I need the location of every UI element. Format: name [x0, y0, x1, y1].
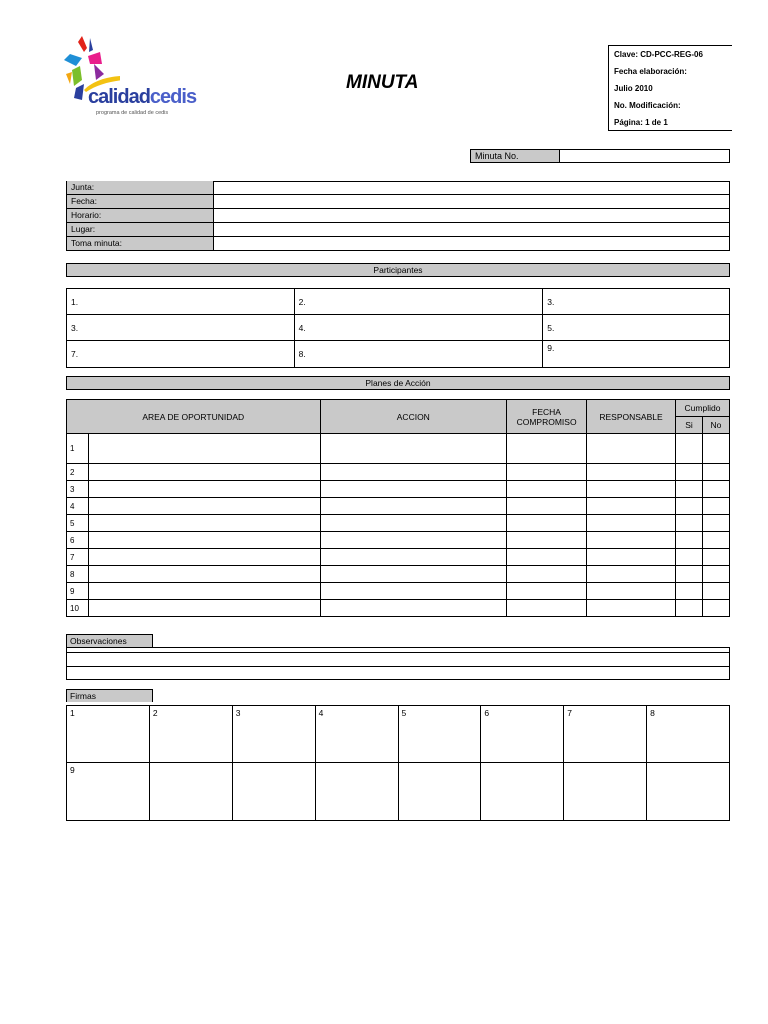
cell-si[interactable]	[675, 464, 702, 481]
column-header-si: Si	[675, 417, 702, 434]
cell-accion[interactable]	[320, 515, 507, 532]
cell-responsable[interactable]	[587, 515, 676, 532]
firma-cell[interactable]	[398, 763, 481, 821]
firma-cell[interactable]	[564, 763, 647, 821]
field-row-horario	[66, 209, 730, 223]
table-row	[67, 600, 730, 617]
column-header-area: AREA DE OPORTUNIDAD	[67, 400, 321, 434]
participant-cell[interactable]: 2.	[294, 289, 543, 315]
info-pagina: Página: 1 de 1	[614, 118, 668, 127]
field-value-junta[interactable]	[214, 181, 730, 195]
row-number: 6	[67, 532, 89, 549]
info-fecha-label: Fecha elaboración:	[614, 67, 687, 76]
cell-area[interactable]	[88, 566, 320, 583]
participant-cell[interactable]: 3.	[543, 289, 730, 315]
cell-no[interactable]	[702, 434, 729, 464]
column-header-no: No	[702, 417, 729, 434]
field-row-junta	[66, 181, 730, 195]
cell-accion[interactable]	[320, 481, 507, 498]
cell-fecha[interactable]	[507, 498, 587, 515]
field-value-fecha[interactable]	[214, 195, 730, 209]
cell-responsable[interactable]	[587, 532, 676, 549]
cell-accion[interactable]	[320, 498, 507, 515]
field-label-fecha: Fecha:	[66, 195, 214, 209]
row-number: 5	[67, 515, 89, 532]
minuta-number-field[interactable]	[560, 149, 730, 163]
participant-cell[interactable]: 8.	[294, 341, 543, 368]
cell-area[interactable]	[88, 600, 320, 617]
firmas-label: Firmas	[66, 689, 153, 702]
logo-tagline: programa de calidad de cedis	[96, 110, 169, 116]
cell-accion[interactable]	[320, 434, 507, 464]
document-title: MINUTA	[346, 72, 419, 93]
table-row	[67, 532, 730, 549]
firma-cell[interactable]: 3	[232, 706, 315, 763]
table-row	[67, 498, 730, 515]
cell-fecha[interactable]	[507, 532, 587, 549]
cell-si[interactable]	[675, 549, 702, 566]
logo	[58, 34, 198, 124]
cell-si[interactable]	[675, 566, 702, 583]
firma-cell[interactable]: 5	[398, 706, 481, 763]
cell-fecha[interactable]	[507, 464, 587, 481]
field-label-junta: Junta:	[66, 181, 214, 195]
cell-si[interactable]	[675, 434, 702, 464]
cell-fecha[interactable]	[507, 549, 587, 566]
field-label-horario: Horario:	[66, 209, 214, 223]
observaciones-line	[67, 652, 729, 653]
cell-no[interactable]	[702, 583, 729, 600]
cell-fecha[interactable]	[507, 583, 587, 600]
cell-accion[interactable]	[320, 600, 507, 617]
cell-si[interactable]	[675, 515, 702, 532]
cell-area[interactable]	[88, 498, 320, 515]
cell-fecha[interactable]	[507, 515, 587, 532]
table-row	[67, 549, 730, 566]
planes-table	[66, 399, 730, 617]
cell-fecha[interactable]	[507, 600, 587, 617]
participantes-header: Participantes	[66, 263, 730, 277]
cell-accion[interactable]	[320, 566, 507, 583]
cell-fecha[interactable]	[507, 481, 587, 498]
firma-cell[interactable]: 9	[67, 763, 150, 821]
firma-cell[interactable]: 6	[481, 706, 564, 763]
field-value-lugar[interactable]	[214, 223, 730, 237]
cell-no[interactable]	[702, 566, 729, 583]
field-row-toma-minuta	[66, 237, 730, 251]
cell-accion[interactable]	[320, 549, 507, 566]
participant-cell[interactable]: 7.	[67, 341, 295, 368]
firma-cell[interactable]: 1	[67, 706, 150, 763]
firma-cell[interactable]	[647, 763, 730, 821]
cell-area[interactable]	[88, 583, 320, 600]
cell-si[interactable]	[675, 481, 702, 498]
cell-area[interactable]	[88, 549, 320, 566]
row-number: 9	[67, 583, 89, 600]
cell-area[interactable]	[88, 481, 320, 498]
firma-cell[interactable]: 2	[149, 706, 232, 763]
row-number: 4	[67, 498, 89, 515]
firma-cell[interactable]	[232, 763, 315, 821]
field-row-lugar	[66, 223, 730, 237]
cell-no[interactable]	[702, 498, 729, 515]
cell-si[interactable]	[675, 583, 702, 600]
column-header-cumplido: Cumplido	[675, 400, 729, 417]
cell-si[interactable]	[675, 532, 702, 549]
table-row	[67, 566, 730, 583]
observaciones-box[interactable]	[66, 647, 730, 680]
row-number: 1	[67, 434, 89, 464]
table-row	[67, 515, 730, 532]
observaciones-label: Observaciones	[66, 634, 153, 647]
table-row	[67, 464, 730, 481]
cell-accion[interactable]	[320, 532, 507, 549]
cell-responsable[interactable]	[587, 549, 676, 566]
column-header-responsable: RESPONSABLE	[587, 400, 676, 434]
cell-responsable[interactable]	[587, 464, 676, 481]
field-label-toma-minuta: Toma minuta:	[66, 237, 214, 251]
info-fecha-value: Julio 2010	[614, 84, 653, 93]
minuta-number-row	[470, 149, 730, 163]
cell-no[interactable]	[702, 600, 729, 617]
participantes-table	[66, 288, 730, 368]
observaciones-line	[67, 666, 729, 667]
participant-cell[interactable]: 9.	[543, 341, 730, 368]
cell-fecha[interactable]	[507, 566, 587, 583]
cell-responsable[interactable]	[587, 600, 676, 617]
cell-no[interactable]	[702, 549, 729, 566]
firmas-table	[66, 705, 730, 821]
cell-responsable[interactable]	[587, 498, 676, 515]
firma-cell[interactable]: 7	[564, 706, 647, 763]
cell-responsable[interactable]	[587, 434, 676, 464]
minuta-number-label: Minuta No.	[470, 149, 560, 163]
cell-accion[interactable]	[320, 583, 507, 600]
cell-area[interactable]	[88, 515, 320, 532]
cell-si[interactable]	[675, 600, 702, 617]
cell-area[interactable]	[88, 464, 320, 481]
cell-accion[interactable]	[320, 464, 507, 481]
participant-cell[interactable]: 1.	[67, 289, 295, 315]
cell-area[interactable]	[88, 434, 320, 464]
firma-cell[interactable]	[481, 763, 564, 821]
field-value-toma-minuta[interactable]	[214, 237, 730, 251]
cell-no[interactable]	[702, 481, 729, 498]
row-number: 3	[67, 481, 89, 498]
cell-responsable[interactable]	[587, 566, 676, 583]
table-row	[67, 481, 730, 498]
cell-no[interactable]	[702, 464, 729, 481]
cell-no[interactable]	[702, 532, 729, 549]
info-modificacion: No. Modificación:	[614, 101, 681, 110]
column-header-fecha: FECHA COMPROMISO	[507, 400, 587, 434]
logo-wordmark: calidadcedis	[88, 86, 197, 108]
table-row	[67, 434, 730, 464]
cell-fecha[interactable]	[507, 434, 587, 464]
table-row	[67, 583, 730, 600]
planes-header: Planes de Acción	[66, 376, 730, 390]
cell-area[interactable]	[88, 532, 320, 549]
column-header-accion: ACCION	[320, 400, 507, 434]
field-row-fecha	[66, 195, 730, 209]
cell-responsable[interactable]	[587, 481, 676, 498]
firma-cell[interactable]: 8	[647, 706, 730, 763]
participant-cell[interactable]: 3.	[67, 315, 295, 341]
firma-cell[interactable]: 4	[315, 706, 398, 763]
field-value-horario[interactable]	[214, 209, 730, 223]
info-clave: Clave: CD-PCC-REG-06	[614, 50, 703, 59]
field-label-lugar: Lugar:	[66, 223, 214, 237]
cell-no[interactable]	[702, 515, 729, 532]
participant-cell[interactable]: 4.	[294, 315, 543, 341]
row-number: 10	[67, 600, 89, 617]
participant-cell[interactable]: 5.	[543, 315, 730, 341]
row-number: 8	[67, 566, 89, 583]
cell-si[interactable]	[675, 498, 702, 515]
row-number: 2	[67, 464, 89, 481]
row-number: 7	[67, 549, 89, 566]
firma-cell[interactable]	[149, 763, 232, 821]
firma-cell[interactable]	[315, 763, 398, 821]
cell-responsable[interactable]	[587, 583, 676, 600]
document-info-box	[608, 45, 732, 131]
